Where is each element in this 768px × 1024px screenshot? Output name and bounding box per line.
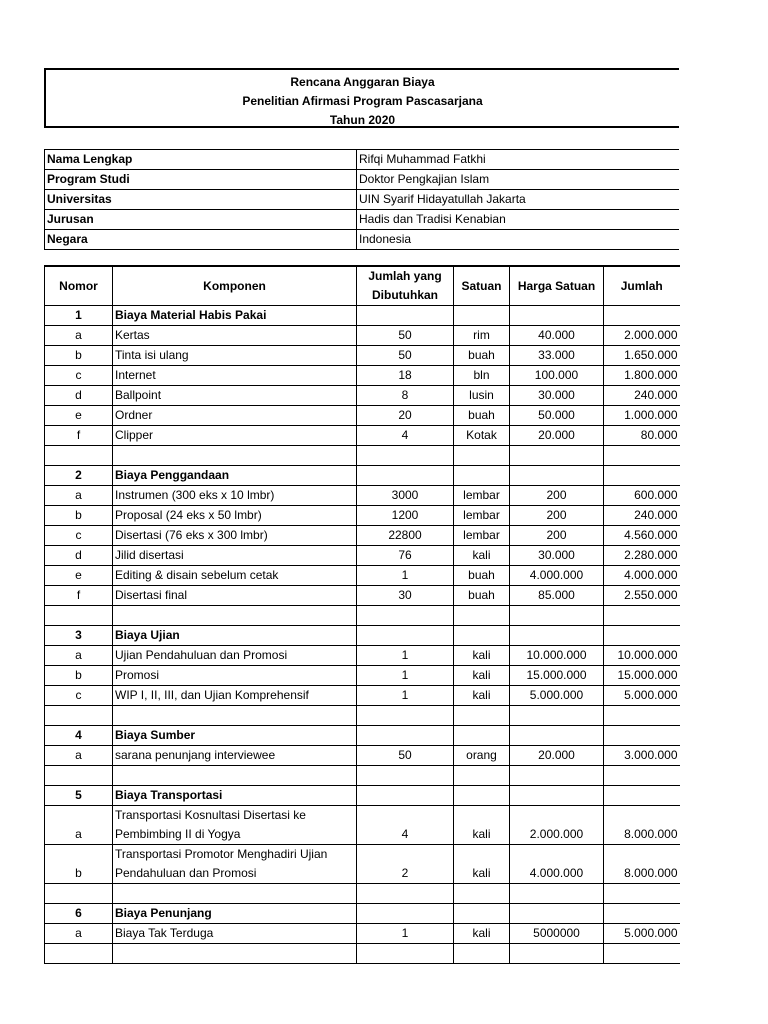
item-number: a — [45, 746, 113, 766]
item-unit: lusin — [454, 386, 510, 406]
item-component: Transportasi Kosnultasi Disertasi ke Pembimbing II di Yogya — [113, 806, 357, 845]
info-row — [45, 210, 680, 230]
empty-cell — [510, 466, 604, 486]
item-component: Tinta isi ulang — [113, 346, 357, 366]
empty-cell — [604, 766, 680, 786]
item-unit-price: 50.000 — [510, 406, 604, 426]
spacer-row — [45, 944, 680, 964]
item-quantity: 1 — [357, 666, 454, 686]
item-unit-price: 85.000 — [510, 586, 604, 606]
item-number: a — [45, 486, 113, 506]
item-unit-price: 5000000 — [510, 924, 604, 944]
item-unit: lembar — [454, 486, 510, 506]
title-line-3: Tahun 2020 — [329, 113, 396, 127]
item-total: 80.000 — [604, 426, 680, 446]
empty-cell — [510, 626, 604, 646]
item-unit: lembar — [454, 526, 510, 546]
item-number: b — [45, 506, 113, 526]
item-number: b — [45, 845, 113, 884]
empty-cell — [510, 786, 604, 806]
section-title: Biaya Sumber — [113, 726, 357, 746]
item-component: Internet — [113, 366, 357, 386]
item-total: 240.000 — [604, 386, 680, 406]
empty-cell — [113, 884, 357, 904]
item-unit-price: 15.000.000 — [510, 666, 604, 686]
section-row — [45, 786, 680, 806]
item-component: Ordner — [113, 406, 357, 426]
item-total: 15.000.000 — [604, 666, 680, 686]
item-number: b — [45, 346, 113, 366]
item-row — [45, 386, 680, 406]
item-row — [45, 486, 680, 506]
item-total: 2.550.000 — [604, 586, 680, 606]
info-value: Indonesia — [357, 230, 680, 250]
section-row — [45, 904, 680, 924]
document-title-box — [44, 68, 679, 128]
section-title: Biaya Transportasi — [113, 786, 357, 806]
item-number: e — [45, 566, 113, 586]
item-unit: buah — [454, 586, 510, 606]
info-value: UIN Syarif Hidayatullah Jakarta — [357, 190, 680, 210]
empty-cell — [604, 466, 680, 486]
empty-cell — [357, 446, 454, 466]
empty-cell — [357, 726, 454, 746]
empty-cell — [454, 466, 510, 486]
empty-cell — [454, 766, 510, 786]
empty-cell — [357, 786, 454, 806]
item-component: Disertasi (76 eks x 300 lmbr) — [113, 526, 357, 546]
section-title: Biaya Penunjang — [113, 904, 357, 924]
section-title: Biaya Penggandaan — [113, 466, 357, 486]
section-number: 3 — [45, 626, 113, 646]
empty-cell — [45, 606, 113, 626]
item-unit-price: 20.000 — [510, 426, 604, 446]
item-unit: buah — [454, 406, 510, 426]
item-component: Jilid disertasi — [113, 546, 357, 566]
item-number: c — [45, 686, 113, 706]
item-component: Ballpoint — [113, 386, 357, 406]
item-row — [45, 845, 680, 884]
section-row — [45, 466, 680, 486]
item-row — [45, 646, 680, 666]
spacer-row — [45, 706, 680, 726]
item-total: 4.000.000 — [604, 566, 680, 586]
item-quantity: 18 — [357, 366, 454, 386]
identity-table — [44, 149, 679, 250]
item-component: Ujian Pendahuluan dan Promosi — [113, 646, 357, 666]
info-label: Nama Lengkap — [45, 150, 357, 170]
header-harga-satuan: Harga Satuan — [510, 266, 604, 306]
item-unit: kali — [454, 845, 510, 884]
table-header-row — [45, 266, 680, 306]
spacer-row — [45, 884, 680, 904]
item-quantity: 2 — [357, 845, 454, 884]
item-quantity: 3000 — [357, 486, 454, 506]
item-quantity: 20 — [357, 406, 454, 426]
item-quantity: 4 — [357, 426, 454, 446]
item-unit-price: 40.000 — [510, 326, 604, 346]
info-row — [45, 150, 680, 170]
item-component: Proposal (24 eks x 50 lmbr) — [113, 506, 357, 526]
item-component: Editing & disain sebelum cetak — [113, 566, 357, 586]
empty-cell — [454, 904, 510, 924]
info-value: Hadis dan Tradisi Kenabian — [357, 210, 680, 230]
empty-cell — [113, 606, 357, 626]
item-total: 3.000.000 — [604, 746, 680, 766]
info-label: Universitas — [45, 190, 357, 210]
info-label: Program Studi — [45, 170, 357, 190]
item-row — [45, 326, 680, 346]
item-unit-price: 5.000.000 — [510, 686, 604, 706]
empty-cell — [604, 306, 680, 326]
item-total: 1.800.000 — [604, 366, 680, 386]
item-total: 5.000.000 — [604, 686, 680, 706]
item-quantity: 22800 — [357, 526, 454, 546]
header-jumlah-dibutuhkan: Jumlah yang Dibutuhkan — [357, 266, 454, 306]
item-number: c — [45, 366, 113, 386]
empty-cell — [510, 306, 604, 326]
item-unit: kali — [454, 686, 510, 706]
item-row — [45, 924, 680, 944]
item-total: 4.560.000 — [604, 526, 680, 546]
empty-cell — [45, 884, 113, 904]
empty-cell — [604, 626, 680, 646]
item-component: Kertas — [113, 326, 357, 346]
empty-cell — [454, 446, 510, 466]
item-row — [45, 366, 680, 386]
item-row — [45, 346, 680, 366]
item-unit: bln — [454, 366, 510, 386]
empty-cell — [510, 884, 604, 904]
item-total: 8.000.000 — [604, 806, 680, 845]
item-number: f — [45, 426, 113, 446]
header-satuan: Satuan — [454, 266, 510, 306]
header-komponen: Komponen — [113, 266, 357, 306]
item-component: WIP I, II, III, dan Ujian Komprehensif — [113, 686, 357, 706]
item-row — [45, 546, 680, 566]
header-jumlah: Jumlah — [604, 266, 680, 306]
budget-table — [44, 265, 680, 964]
spacer-row — [45, 606, 680, 626]
item-quantity: 1200 — [357, 506, 454, 526]
empty-cell — [45, 766, 113, 786]
item-total: 10.000.000 — [604, 646, 680, 666]
info-label: Negara — [45, 230, 357, 250]
empty-cell — [454, 944, 510, 964]
empty-cell — [454, 726, 510, 746]
item-row — [45, 506, 680, 526]
item-number: d — [45, 386, 113, 406]
item-number: b — [45, 666, 113, 686]
empty-cell — [510, 446, 604, 466]
item-unit: kali — [454, 666, 510, 686]
info-row — [45, 230, 680, 250]
empty-cell — [454, 306, 510, 326]
item-total: 8.000.000 — [604, 845, 680, 884]
empty-cell — [357, 606, 454, 626]
empty-cell — [604, 726, 680, 746]
empty-cell — [454, 706, 510, 726]
item-unit: kali — [454, 924, 510, 944]
item-unit: kali — [454, 546, 510, 566]
title-line-2: Penelitian Afirmasi Program Pascasarjana — [242, 94, 483, 108]
item-unit: orang — [454, 746, 510, 766]
item-quantity: 50 — [357, 746, 454, 766]
empty-cell — [604, 884, 680, 904]
section-number: 1 — [45, 306, 113, 326]
item-unit-price: 20.000 — [510, 746, 604, 766]
item-unit-price: 4.000.000 — [510, 566, 604, 586]
item-unit: buah — [454, 566, 510, 586]
title-line-1: Rencana Anggaran Biaya — [290, 75, 435, 89]
item-unit: buah — [454, 346, 510, 366]
item-quantity: 30 — [357, 586, 454, 606]
empty-cell — [510, 606, 604, 626]
empty-cell — [45, 944, 113, 964]
item-unit-price: 4.000.000 — [510, 845, 604, 884]
empty-cell — [454, 626, 510, 646]
empty-cell — [357, 626, 454, 646]
empty-cell — [113, 706, 357, 726]
item-quantity: 76 — [357, 546, 454, 566]
empty-cell — [510, 706, 604, 726]
item-row — [45, 406, 680, 426]
item-number: a — [45, 646, 113, 666]
empty-cell — [357, 904, 454, 924]
item-component: Transportasi Promotor Menghadiri Ujian Pendahuluan dan Promosi — [113, 845, 357, 884]
item-unit: kali — [454, 806, 510, 845]
item-number: a — [45, 326, 113, 346]
item-unit: rim — [454, 326, 510, 346]
item-component: sarana penunjang interviewee — [113, 746, 357, 766]
item-row — [45, 566, 680, 586]
item-quantity: 1 — [357, 924, 454, 944]
item-unit: Kotak — [454, 426, 510, 446]
empty-cell — [604, 606, 680, 626]
empty-cell — [510, 766, 604, 786]
item-component: Clipper — [113, 426, 357, 446]
info-value: Doktor Pengkajian Islam — [357, 170, 680, 190]
item-quantity: 4 — [357, 806, 454, 845]
empty-cell — [357, 944, 454, 964]
info-row — [45, 170, 680, 190]
item-unit-price: 200 — [510, 506, 604, 526]
section-number: 4 — [45, 726, 113, 746]
info-label: Jurusan — [45, 210, 357, 230]
item-row — [45, 686, 680, 706]
item-row — [45, 806, 680, 845]
item-unit: lembar — [454, 506, 510, 526]
item-number: a — [45, 806, 113, 845]
item-number: e — [45, 406, 113, 426]
section-row — [45, 726, 680, 746]
empty-cell — [510, 944, 604, 964]
item-row — [45, 586, 680, 606]
item-row — [45, 426, 680, 446]
item-component: Instrumen (300 eks x 10 lmbr) — [113, 486, 357, 506]
empty-cell — [357, 306, 454, 326]
item-total: 1.000.000 — [604, 406, 680, 426]
item-number: f — [45, 586, 113, 606]
section-number: 2 — [45, 466, 113, 486]
item-component: Biaya Tak Terduga — [113, 924, 357, 944]
section-title: Biaya Material Habis Pakai — [113, 306, 357, 326]
empty-cell — [510, 726, 604, 746]
item-number: a — [45, 924, 113, 944]
section-row — [45, 306, 680, 326]
empty-cell — [604, 446, 680, 466]
empty-cell — [357, 766, 454, 786]
empty-cell — [454, 884, 510, 904]
empty-cell — [510, 904, 604, 924]
item-unit-price: 33.000 — [510, 346, 604, 366]
header-nomor: Nomor — [45, 266, 113, 306]
item-row — [45, 526, 680, 546]
item-row — [45, 666, 680, 686]
item-unit-price: 10.000.000 — [510, 646, 604, 666]
section-number: 5 — [45, 786, 113, 806]
empty-cell — [45, 446, 113, 466]
empty-cell — [113, 446, 357, 466]
item-unit-price: 30.000 — [510, 546, 604, 566]
spacer-row — [45, 766, 680, 786]
empty-cell — [604, 706, 680, 726]
item-total: 600.000 — [604, 486, 680, 506]
empty-cell — [604, 944, 680, 964]
empty-cell — [357, 884, 454, 904]
empty-cell — [357, 706, 454, 726]
item-quantity: 1 — [357, 646, 454, 666]
item-number: c — [45, 526, 113, 546]
item-unit-price: 200 — [510, 526, 604, 546]
empty-cell — [604, 904, 680, 924]
item-total: 2.280.000 — [604, 546, 680, 566]
item-quantity: 1 — [357, 686, 454, 706]
empty-cell — [357, 466, 454, 486]
item-quantity: 8 — [357, 386, 454, 406]
item-component: Promosi — [113, 666, 357, 686]
item-unit-price: 30.000 — [510, 386, 604, 406]
info-row — [45, 190, 680, 210]
info-value: Rifqi Muhammad Fatkhi — [357, 150, 680, 170]
item-quantity: 50 — [357, 346, 454, 366]
item-total: 240.000 — [604, 506, 680, 526]
item-unit-price: 2.000.000 — [510, 806, 604, 845]
item-component: Disertasi final — [113, 586, 357, 606]
item-row — [45, 746, 680, 766]
empty-cell — [113, 766, 357, 786]
item-unit: kali — [454, 646, 510, 666]
empty-cell — [454, 786, 510, 806]
item-total: 5.000.000 — [604, 924, 680, 944]
empty-cell — [45, 706, 113, 726]
section-title: Biaya Ujian — [113, 626, 357, 646]
item-total: 1.650.000 — [604, 346, 680, 366]
item-quantity: 50 — [357, 326, 454, 346]
spacer-row — [45, 446, 680, 466]
item-number: d — [45, 546, 113, 566]
item-unit-price: 200 — [510, 486, 604, 506]
section-number: 6 — [45, 904, 113, 924]
item-unit-price: 100.000 — [510, 366, 604, 386]
empty-cell — [604, 786, 680, 806]
item-quantity: 1 — [357, 566, 454, 586]
empty-cell — [113, 944, 357, 964]
empty-cell — [454, 606, 510, 626]
item-total: 2.000.000 — [604, 326, 680, 346]
section-row — [45, 626, 680, 646]
